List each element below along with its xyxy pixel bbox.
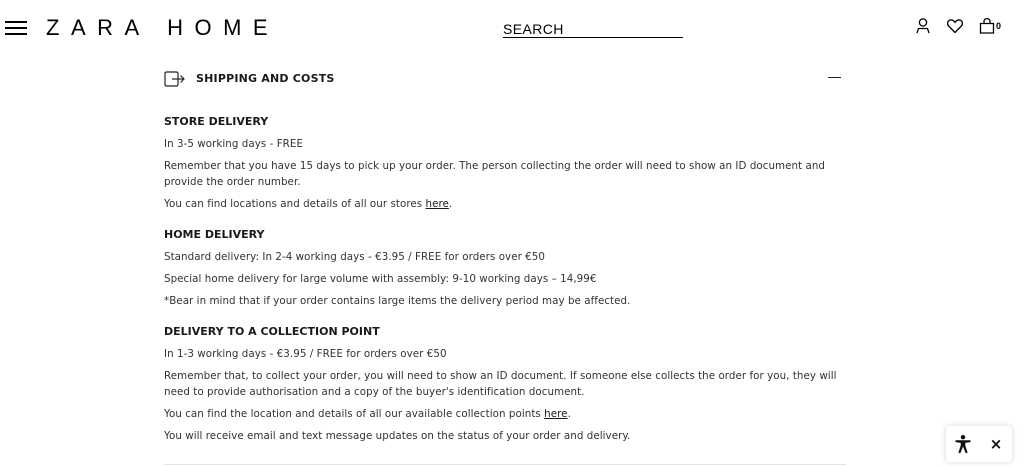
collection-points-label: You can find the location and details of all our available collection points	[164, 408, 545, 420]
shipping-section-header[interactable]	[164, 68, 844, 90]
store-delivery-title: STORE DELIVERY	[164, 115, 269, 128]
minus-icon[interactable]	[828, 77, 841, 78]
collection-points-here-link[interactable]: here	[544, 408, 568, 420]
close-icon[interactable]: ×	[989, 435, 1003, 453]
store-locations-end: .	[448, 198, 453, 210]
section-title: SHIPPING AND COSTS	[196, 72, 335, 85]
home-delivery-title: HOME DELIVERY	[164, 228, 265, 241]
menu-icon[interactable]	[5, 20, 27, 36]
accessibility-icon[interactable]	[953, 434, 973, 454]
collection-point-title: DELIVERY TO A COLLECTION POINT	[164, 325, 380, 338]
store-locations-text	[164, 196, 864, 212]
shipping-content	[164, 114, 864, 444]
home-standard-delivery: Standard delivery: In 2-4 working days - €3.95 / FREE for orders over €50	[164, 251, 545, 263]
collection-point-note: Remember that, to collect your order, you will need to show an ID document. If someone else collects the order for you, they will need to provide authorisation and a copy of the buyer's identification document.	[164, 370, 837, 398]
search-field[interactable]	[503, 20, 683, 38]
store-locations-label: You can find locations and details of all our stores	[164, 198, 426, 210]
collection-point-time: In 1-3 working days - €3.95 / FREE for orders over €50	[164, 348, 447, 360]
shipping-icon	[164, 70, 186, 88]
search-label[interactable]: SEARCH	[503, 21, 564, 37]
user-icon[interactable]	[914, 17, 934, 37]
home-special-delivery: Special home delivery for large volume with assembly: 9-10 working days – 14,99€	[164, 273, 597, 285]
header	[0, 0, 1024, 60]
bag-icon[interactable]	[978, 17, 1008, 37]
order-updates-note: You will receive email and text message updates on the status of your order and delivery.	[164, 430, 631, 442]
stores-here-link[interactable]: here	[425, 198, 449, 210]
home-delivery-note: *Bear in mind that if your order contains large items the delivery period may be affected.	[164, 295, 631, 307]
store-delivery-time: In 3-5 working days - FREE	[164, 138, 303, 150]
accessibility-widget	[946, 426, 1012, 462]
heart-icon[interactable]	[946, 17, 966, 37]
store-delivery-note: Remember that you have 15 days to pick up your order. The person collecting the order will need to show an ID document and provide the order number.	[164, 160, 826, 188]
collection-points-text	[164, 406, 864, 422]
bag-count: 0	[996, 21, 1002, 31]
header-icons	[914, 17, 1014, 37]
brand-logo[interactable]: ZARA HOME	[46, 15, 280, 40]
collection-points-end: .	[567, 408, 571, 420]
divider	[164, 464, 846, 465]
